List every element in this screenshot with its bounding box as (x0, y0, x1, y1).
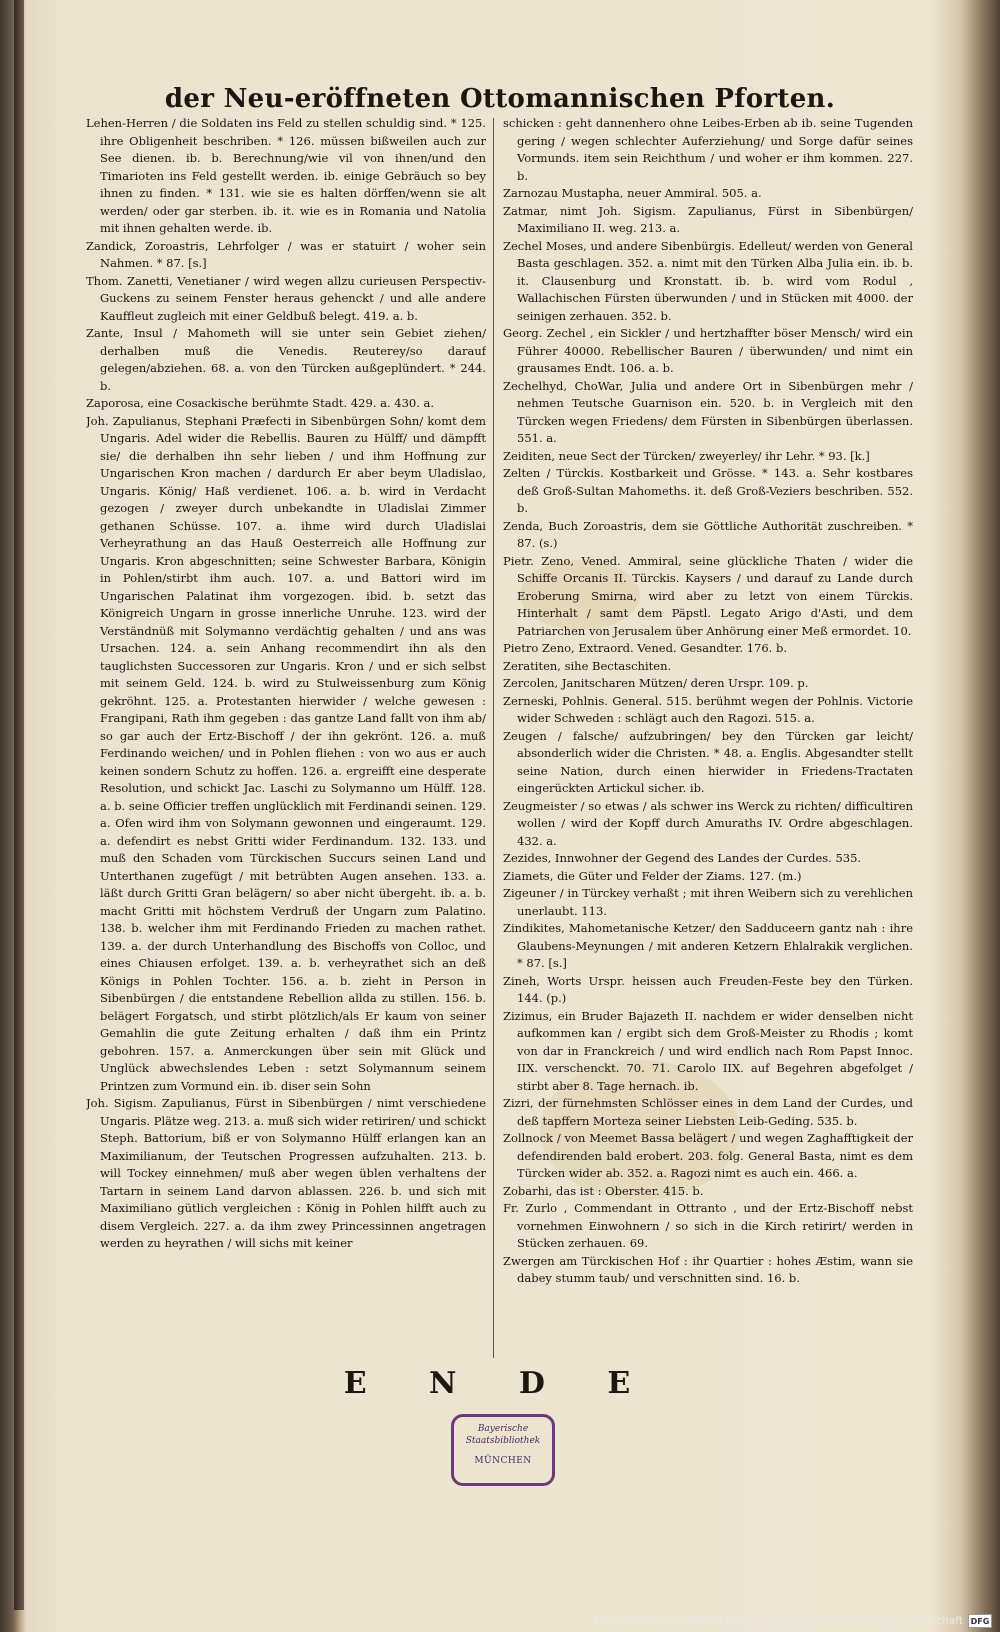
page-heading: der Neu-eröffneten Ottomannischen Pforten. (164, 84, 836, 114)
index-entry: Thom. Zanetti, Venetianer / wird wegen allzu curieusen Perspectiv-Guckens zu seinem Fenster heraus gehenckt / und alle andere Kauffleut zugleich mit einer Geldbuß belegt. 419. a. b. (86, 273, 486, 323)
left-text-column (86, 115, 486, 1365)
index-entry: Zelten / Türckis. Kostbarkeit und Grösse. * 143. a. Sehr kostbares deß Groß-Sultan Mahomeths. it. deß Groß-Veziers beschriben. 552. b. (503, 466, 913, 515)
index-entry: Zeiditen, neue Sect der Türcken/ zweyerley/ ihr Lehr. * 93. [k.] (503, 448, 870, 463)
index-entry: Zizimus, ein Bruder Bajazeth II. nachdem er wider denselben nicht aufkommen kan / ergibt sich dem Groß-Meister zu Rhodis ; komt von dar in Franckreich / und wird endlich nach Rom Papst Innoc. IIX. verschenckt. 70. 71. Carolo IIX. auf Begehren abgefolget / stirbt aber 8. Tage hernach. ib. (503, 1008, 913, 1093)
index-entry: Zineh, Worts Urspr. heissen auch Freuden-Feste bey den Türken. 144. (p.) (503, 973, 913, 1005)
column-divider (493, 118, 494, 1358)
index-entry: Zigeuner / in Türckey verhaßt ; mit ihren Weibern sich zu verehlichen unerlaubt. 113. (503, 886, 913, 918)
index-entry: Zeugen / falsche/ aufzubringen/ bey den Türcken gar leicht/ absonderlich wider die Christen. * 48. a. Englis. Abgesandter stellt seine Nation, durch einen hierwider in Friedens-Tractaten eingerückten Artickul sicher. ib. (503, 728, 913, 795)
stamp-line: Bayerische (477, 1424, 529, 1434)
index-entry: Zenda, Buch Zoroastris, dem sie Göttliche Authorität zuschreiben. * 87. (s.) (503, 518, 913, 550)
index-entry: Zeratiten, sihe Bectaschiten. (503, 658, 672, 673)
index-entry: Zeugmeister / so etwas / als schwer ins Werck zu richten/ difficultiren wollen / wird der Kopff durch Amuraths IV. Ordre abgeschlagen. 432. a. (503, 798, 913, 848)
index-entry: Zechel Moses, und andere Sibenbürgis. Edelleut/ werden von General Basta geschlagen. 352. a. nimt mit den Türken Alba Julia ein. ib. b. it. Clausenburg und Kronstatt. ib. b. wird vom Rodul , Wallachischen Fürsten überwunden / und in Stücken mit 4000. der seinigen zerhauen. 352. b. (503, 238, 913, 323)
index-entry: Zandick, Zoroastris, Lehrfolger / was er statuirt / woher sein Nahmen. * 87. [s.] (86, 238, 486, 270)
stamp-line: MÜNCHEN (474, 1456, 532, 1466)
index-entry: Zollnock / von Meemet Bassa belägert / und wegen Zaghafftigkeit der defendirenden bald erobert. 203. folg. General Basta, nimt es dem Türcken wider ab. 352. a. Ragozi nimt es auch ein. 466. a. (503, 1131, 913, 1180)
footer-credit: Digitalisierung gefördert durch die Deutsche Forschungsgemeinschaft (594, 1615, 963, 1627)
index-entry: Joh. Zapulianus, Stephani Præfecti in Sibenbürgen Sohn/ komt dem Ungaris. Adel wider die Rebellis. Bauren zu Hülff/ und dämpfft sie/ die derhalben ihn sehr lieben / und ihm Hoffnung zur Ungarischen Kron machen / dardurch Er aber beym Uladislao, Ungaris. König/ Haß verdienet. 106. a. b. wird in Verdacht gezogen / zweyer durch unbekandte in Uladislai Zimmer gethanen Schüsse. 107. a. ihme wird durch Uladislai Verheyrathung an das Hauß Oesterreich alle Hoffnung zur Ungaris. Kron abgeschnitten; seine Schwester Barbara, Königin in Pohlen/stirbt ihm auch. 107. a. und Battori wird im Ungarischen Palatinat ihm vorgezogen. ibid. b. setzt das Königreich Ungarn in grosse innerliche Unruhe. 123. wird der Verständnüß mit Solymanno verdächtig gehalten / und ans was Ursachen. 124. a. sein Anhang recommendirt ihn als den tauglichsten Successoren zur Ungaris. Kron / und er sich selbst mit seinem Geld. 124. b. wird zu Stulweissenburg zum König gekröhnt. 125. a. Protestanten hierwider / welche gewesen : Frangipani, Rath ihm gegeben : das gantze Land fallt von ihm ab/ so gar auch der Ertz-Bischoff / der ihn gekrönt. 126. a. muß Ferdinando weichen/ und in Pohlen fliehen : von wo aus er auch keinen sondern Schutz zu hoffen. 126. a. ergreifft eine desperate Resolution, und schickt Jac. Laschi zu Solymanno um Hülff. 128. a. b. seine Officier treffen unglücklich mit Ferdinandi seinen. 129. a. Ofen wird ihm von Solymann gewonnen und eingeraumt. 129. a. defendirt es nebst Gritti wider Ferdinandum. 132. 133. und muß den Schaden vom Türckischen Succurs seinen Land und Unterthanen zugefügt / mit betrübten Augen ansehen. 133. a. läßt durch Gritti Gran belägern/ so aber nicht übergeht. ib. a. b. macht Gritti mit höchstem Verdruß der Ungarn zum Palatino. 138. b. welcher ihm mit Ferdinando Frieden zu machen rathet. 139. a. der durch Unterhandlung des Bischoffs von Colloc, und eines Chiausen erfolget. 139. a. b. verheyrathet sich an deß Königs in Pohlen Tochter. 156. a. b. zieht in Person in Sibenbürgen / die entstandene Rebellion allda zu stillen. 156. b. belägert Forgatsch, und stirbt plötzlich/als Er kaum von seiner Gemahlin die gute Zeitung erhalten / daß ihm ein Printz gebohren. 157. a. Anmerckungen über sein mit Glück und Unglück abwechslendes Leben : setzt Solymannum seinem Printzen zum Vormund ein. ib. diser sein Sohn (86, 413, 486, 1093)
index-entry: Zezides, Innwohner der Gegend des Landes der Curdes. 535. (503, 851, 862, 865)
index-entry: Zindikites, Mahometanische Ketzer/ den Sadduceern gantz nah : ihre Glaubens-Meynungen / mit anderen Ketzern Ehlalrakik verglichen. * 87. [s.] (503, 921, 913, 970)
index-entry: Lehen-Herren / die Soldaten ins Feld zu stellen schuldig sind. * 125. ihre Obligenheit beschriben. * 126. müssen bißweilen auch zur See dienen. ib. b. Berechnung/wie vil von ihnen/und den Timarioten ins Feld gestellt werden. ib. einige Gebräuch so bey ihnen zu finden. * 131. wie sie es halten dörffen/wenn sie alt werden/ oder gar sterben. ib. it. wie es in Romania und Natolia mit ihnen gehalten werde. ib. (86, 116, 486, 235)
index-entry: Zizri, der fürnehmsten Schlösser eines in dem Land der Curdes, und deß tapffern Morteza seiner Liebsten Leib-Geding. 535. b. (503, 1096, 913, 1128)
finis-ende: E N D E (343, 1366, 657, 1401)
index-entry: schicken : geht dannenhero ohne Leibes-Erben ab ib. seine Tugenden gering / wegen schlechter Auferziehung/ und Sorge dafür seines Vormunds. item sein Reichthum / und woher er ihm kommen. 227. b. (503, 116, 913, 183)
index-entry: Zaporosa, eine Cosackische berühmte Stadt. 429. a. 430. a. (86, 396, 435, 410)
index-entry: Zercolen, Janitscharen Mützen/ deren Urspr. 109. p. (503, 676, 809, 690)
index-entry: Pietro Zeno, Extraord. Vened. Gesandter. 176. b. (503, 641, 788, 655)
index-entry: Zwergen am Türckischen Hof : ihr Quartier : hohes Æstim, wann sie dabey stumm taub/ und verschnitten sind. 16. b. (503, 1253, 913, 1285)
index-entry: Zerneski, Pohlnis. General. 515. berühmt wegen der Pohlnis. Victorie wider Schweden : schlägt auch den Ragozi. 515. a. (503, 693, 913, 725)
right-text-column (503, 115, 913, 1365)
index-entry: Joh. Sigism. Zapulianus, Fürst in Sibenbürgen / nimt verschiedene Ungaris. Plätze weg. 213. a. muß sich wider retiriren/ und schickt Steph. Battorium, biß er von Solymanno Hülff erlangen kan an Maximilianum, der Teutschen Progressen aufzuhalten. 213. b. will Tockey einnehmen/ muß aber wegen üblen verhaltens der Tartarn in seinem Land darvon ablassen. 226. b. und sich mit Maximiliano gütlich vergleichen : König in Pohlen hilfft auch zu disem Vergleich. 227. a. da ihm zwey Princessinnen angetragen werden zu heyrathen / will sichs mit keiner (86, 1096, 486, 1250)
digitization-footer (595, 1612, 992, 1630)
index-entry: Zobarhi, das ist : Oberster. 415. b. (503, 1183, 704, 1198)
index-entry: Ziamets, die Güter und Felder der Ziams. 127. (m.) (503, 868, 802, 883)
index-entry: Georg. Zechel , ein Sickler / und hertzhaffter böser Mensch/ wird ein Führer 40000. Rebellischer Bauren / überwunden/ und nimt ein grausames Endt. 106. a. b. (503, 326, 913, 375)
dfg-logo-icon: DFG (968, 1614, 992, 1628)
index-entry: Zarnozau Mustapha, neuer Ammiral. 505. a. (503, 186, 762, 200)
index-entry: Zante, Insul / Mahometh will sie unter sein Gebiet ziehen/ derhalben muß die Venedis. Reuterey/so darauf gelegen/abziehen. 68. a. von den Türcken außgeplündert. * 244. b. (86, 326, 486, 393)
stamp-line: Staatsbibliothek (465, 1436, 541, 1446)
index-entry: Pietr. Zeno, Vened. Ammiral, seine glückliche Thaten / wider die Schiffe Orcanis II. Türckis. Kaysers / und darauf zu Lande durch Eroberung Smirna, wird aber zu letzt von einem Türckis. Hinterhalt / samt dem Päpstl. Legato Arigo d'Asti, und dem Patriarchen von Jerusalem über Anhörung einer Meß ermordet. 10. (503, 553, 913, 638)
index-entry: Fr. Zurlo , Commendant in Ottranto , und der Ertz-Bischoff nebst vornehmen Einwohnern / so sich in die Kirch retirirt/ werden in Stücken zerhauen. 69. (503, 1201, 913, 1250)
library-stamp (451, 1414, 555, 1486)
index-entry: Zechelhyd, ChoWar, Julia und andere Ort in Sibenbürgen mehr / nehmen Teutsche Guarnison ein. 520. b. in Vergleich mit den Türcken wegen Friedens/ dem Fürsten in Sibenbürgen überlassen. 551. a. (503, 378, 913, 445)
index-entry: Zatmar, nimt Joh. Sigism. Zapulianus, Fürst in Sibenbürgen/ Maximiliano II. weg. 213. a. (503, 203, 913, 235)
